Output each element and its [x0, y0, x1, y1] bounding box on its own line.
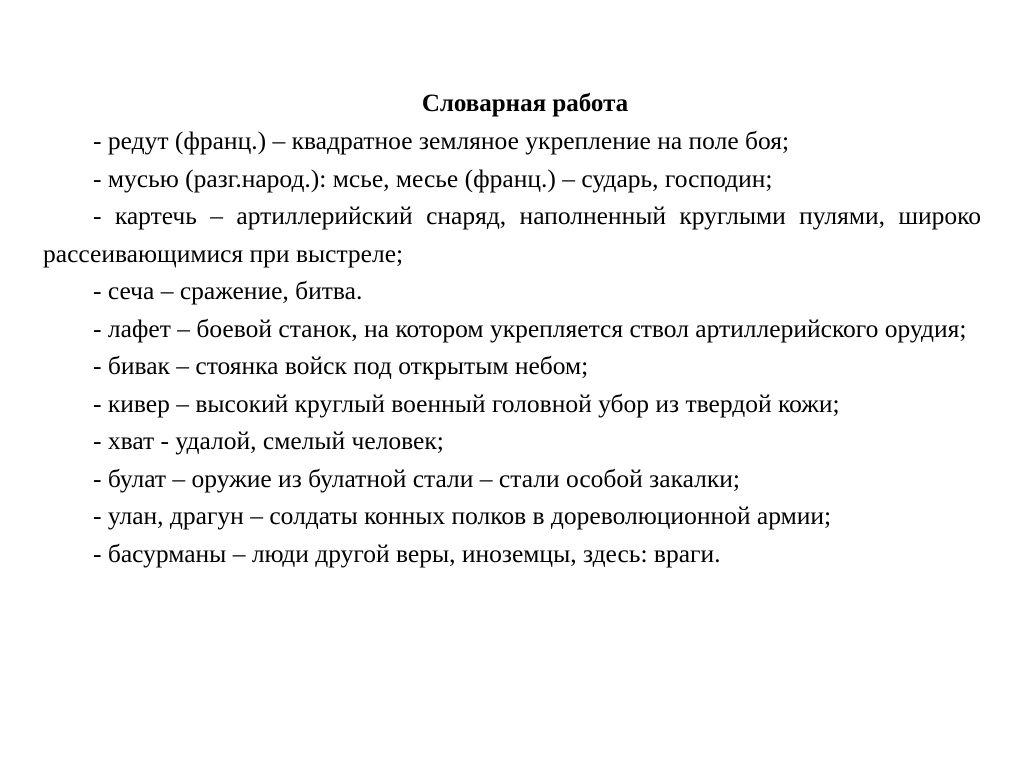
vocabulary-entry: - картечь – артиллерийский снаряд, наполненный круглыми пулями, широко рассеивающимися при выстреле;: [43, 201, 981, 268]
vocabulary-entry: - лафет – боевой станок, на котором укрепляется ствол артиллерийского орудия;: [93, 313, 967, 343]
vocabulary-entry: - мусью (разг.народ.): мсье, месье (франц.) – сударь, господин;: [93, 163, 773, 193]
vocabulary-entry: - улан, драгун – солдаты конных полков в дореволюционной армии;: [93, 501, 832, 530]
page-title: Словарная работа: [421, 90, 629, 117]
vocabulary-entry: - сеча – сражение, битва.: [93, 276, 363, 305]
vocabulary-entry: - кивер – высокий круглый военный головной убор из твердой кожи;: [93, 388, 840, 418]
vocabulary-entry: - булат – оружие из булатной стали – стали особой закалки;: [93, 463, 740, 493]
vocabulary-entry: - басурманы – люди другой веры, иноземцы, здесь: враги.: [93, 538, 721, 568]
vocabulary-list: [43, 122, 981, 572]
vocabulary-entry: - хват - удалой, смелый человек;: [93, 426, 444, 455]
vocabulary-entry: - бивак – стоянка войск под открытым небом;: [93, 351, 589, 380]
vocabulary-entry: - редут (франц.) – квадратное земляное укрепление на поле боя;: [93, 126, 790, 155]
